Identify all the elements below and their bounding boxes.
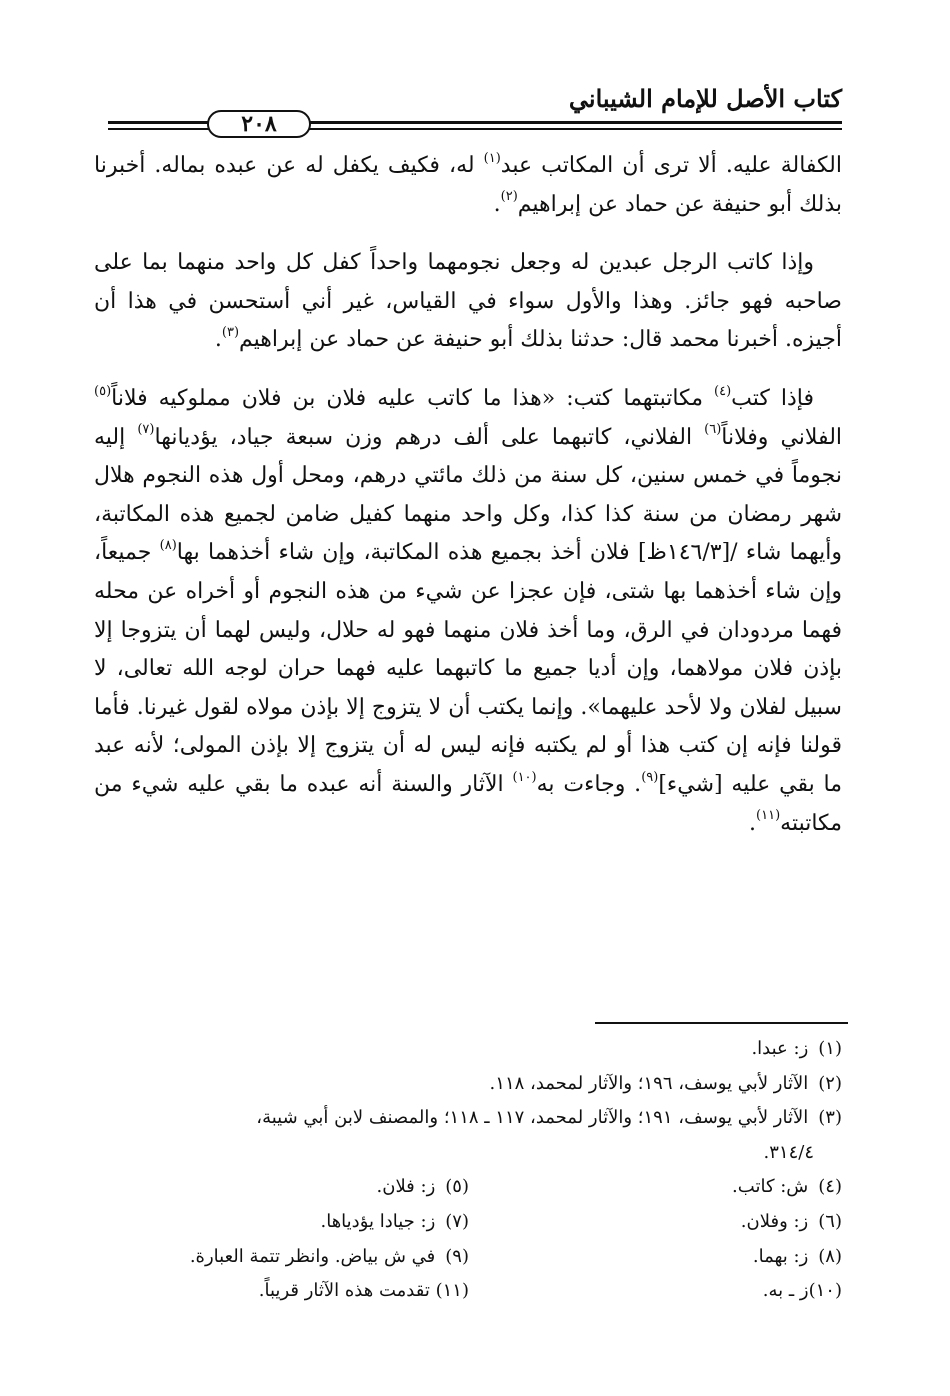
footnote-ref-3[interactable]: (٣) <box>221 325 240 341</box>
footnote-ref-5[interactable]: (٥) <box>94 383 112 399</box>
footnote-text: في ش بياض. وانظر تتمة العبارة. <box>189 1245 436 1267</box>
paragraph-1 <box>94 147 842 224</box>
text-run: . <box>493 191 501 217</box>
footnote-text: ز: بهما. <box>752 1245 809 1267</box>
footnote-number: (١١) <box>435 1280 469 1302</box>
footnote-ref-9[interactable]: (٩) <box>641 769 659 785</box>
footnote-number: (١) <box>818 1038 842 1059</box>
footnote-7 <box>96 1205 469 1240</box>
footnote-columns <box>94 1170 842 1308</box>
text-run: الفلاني، كاتبهما على ألف درهم وزن سبعة جياد، يؤديانها <box>154 424 705 450</box>
footnote-number: (٦) <box>818 1210 842 1232</box>
running-title: كتاب الأصل للإمام الشيباني <box>568 84 842 113</box>
footnotes <box>94 1032 842 1309</box>
text-run: له، فكيف يكفل له عن عبده بماله. أخبرنا بذلك أبو حنيفة عن حماد عن إبراهيم <box>94 153 842 217</box>
text-run: وإذا كاتب الرجل عبدين له وجعل نجومهما واحداً كفل كل واحد منهما بما على صاحبه فهو جائز. وهذا والأول سواء في القياس، غير أني أستحسن في هذا أن أجيزه. أخبرنا محمد قال: حدثنا بذلك أبو حنيفة عن حماد عن إبراهيم <box>94 250 842 353</box>
footnote-ref-11[interactable]: (١١) <box>756 808 781 824</box>
footnote-ref-8[interactable]: (٨) <box>159 538 177 554</box>
footnote-ref-1[interactable]: (١) <box>483 150 501 166</box>
text-run: جميعاً، وإن شاء أخذهما بها شتى، فإن عجزا عن شيء من هذه النجوم أو أخراه عن محله فهما مردودان في الرق، وما أخذ فلان منهما فهو له حلال، وليس لهما أن يتزوجا إلا بإذن فلان مولاهما، وإن أديا جميع ما كاتبهما عليه فهما حران لوجه الله تعالى، لا سبيل لفلان ولا لأحد عليهما». وإنما يكتب أن لا يتزوج إلا بإذن مولاه لقول غيرنا. فأما قولنا فإنه إن كتب هذا أو لم يكتبه فإنه ليس له أن يتزوج إلا بإذن المولى؛ لأنه عبد ما بقي عليه [شيء] <box>94 540 843 797</box>
text-run: الكفالة عليه. ألا ترى أن المكاتب عبد <box>500 153 842 178</box>
text-run: . <box>214 327 222 353</box>
text-run: . <box>749 810 757 836</box>
footnote-text: الآثار لأبي يوسف، ١٩١؛ والآثار لمحمد، ١١٧ ـ ١١٨؛ والمصنف لابن أبي شيبة، <box>256 1107 809 1129</box>
footnote-text: ز: عبدا. <box>751 1038 809 1059</box>
footnote-2 <box>94 1067 842 1102</box>
footnote-number: (٧) <box>445 1210 469 1232</box>
footnote-column-left <box>96 1170 469 1308</box>
footnote-9 <box>96 1240 469 1275</box>
footnote-text: ز: وفلان. <box>740 1210 809 1232</box>
footnote-text: ز ـ به. <box>762 1280 809 1302</box>
footnote-ref-7[interactable]: (٧) <box>137 422 155 438</box>
footnote-number: (١٠) <box>808 1280 842 1302</box>
text-run: الآثار والسنة أنه عبده ما بقي عليه شيء من مكاتبته <box>94 771 842 836</box>
footnote-6 <box>469 1205 842 1240</box>
footnote-number: (٨) <box>818 1245 842 1267</box>
footnote-8 <box>469 1240 842 1275</box>
paragraph-2 <box>94 244 842 360</box>
text-run: مكاتبتهما كتب: «هذا ما كاتب عليه فلان بن فلان مملوكيه فلاناً <box>111 385 714 411</box>
footnote-text: ز: جيادا يؤدياها. <box>320 1210 436 1232</box>
paragraph-3 <box>94 380 842 843</box>
text-run: الفلاني وفلاناً <box>721 424 843 450</box>
footnote-number: (٢) <box>818 1072 842 1094</box>
footnote-ref-6[interactable]: (٦) <box>704 422 722 438</box>
footnote-number: (٤) <box>818 1176 842 1198</box>
footnote-10 <box>469 1274 842 1309</box>
page-number-badge <box>207 110 311 138</box>
text-run: فإذا كتب <box>731 385 814 411</box>
footnote-ref-10[interactable]: (١٠) <box>512 769 537 785</box>
footnote-text: ش: كاتب. <box>732 1176 809 1198</box>
footnote-ref-2[interactable]: (٢) <box>500 189 518 205</box>
footnote-text: تقدمت هذه الآثار قريباً. <box>258 1280 430 1302</box>
text-run: . وجاءت به <box>536 771 642 797</box>
footnote-column-right <box>469 1170 842 1308</box>
footnote-text: الآثار لأبي يوسف، ١٩٦؛ والآثار لمحمد، ١١٨. <box>489 1072 809 1094</box>
page-number: ٢٠٨ <box>241 111 277 137</box>
footnote-rule <box>595 1022 848 1024</box>
main-text <box>94 147 842 843</box>
footnote-3 <box>94 1101 842 1136</box>
footnote-3-continued: ٣١٤/٤. <box>763 1141 814 1163</box>
footnote-number: (٥) <box>445 1176 469 1198</box>
footnote-11 <box>96 1274 469 1309</box>
footnote-1 <box>94 1032 842 1067</box>
footnote-number: (٩) <box>445 1245 469 1267</box>
text-run: إليه نجوماً في خمس سنين، كل سنة من ذلك مائتي درهم، ومحل أول هذه النجوم هلال شهر رمضان من سنة كذا كذا، وكل واحد منهما كفيل ضامن لجميع هذه المكاتبة، وأيهما شاء /[١٤٦/٣ظ] فلان أخذ بجميع هذه المكاتبة، وإن شاء أخذهما بها <box>94 424 842 566</box>
footnote-number: (٣) <box>818 1107 842 1129</box>
footnote-text: ز: فلان. <box>376 1176 436 1198</box>
footnote-ref-4[interactable]: (٤) <box>714 383 732 399</box>
footnote-5 <box>96 1170 469 1205</box>
footnote-4 <box>469 1170 842 1205</box>
